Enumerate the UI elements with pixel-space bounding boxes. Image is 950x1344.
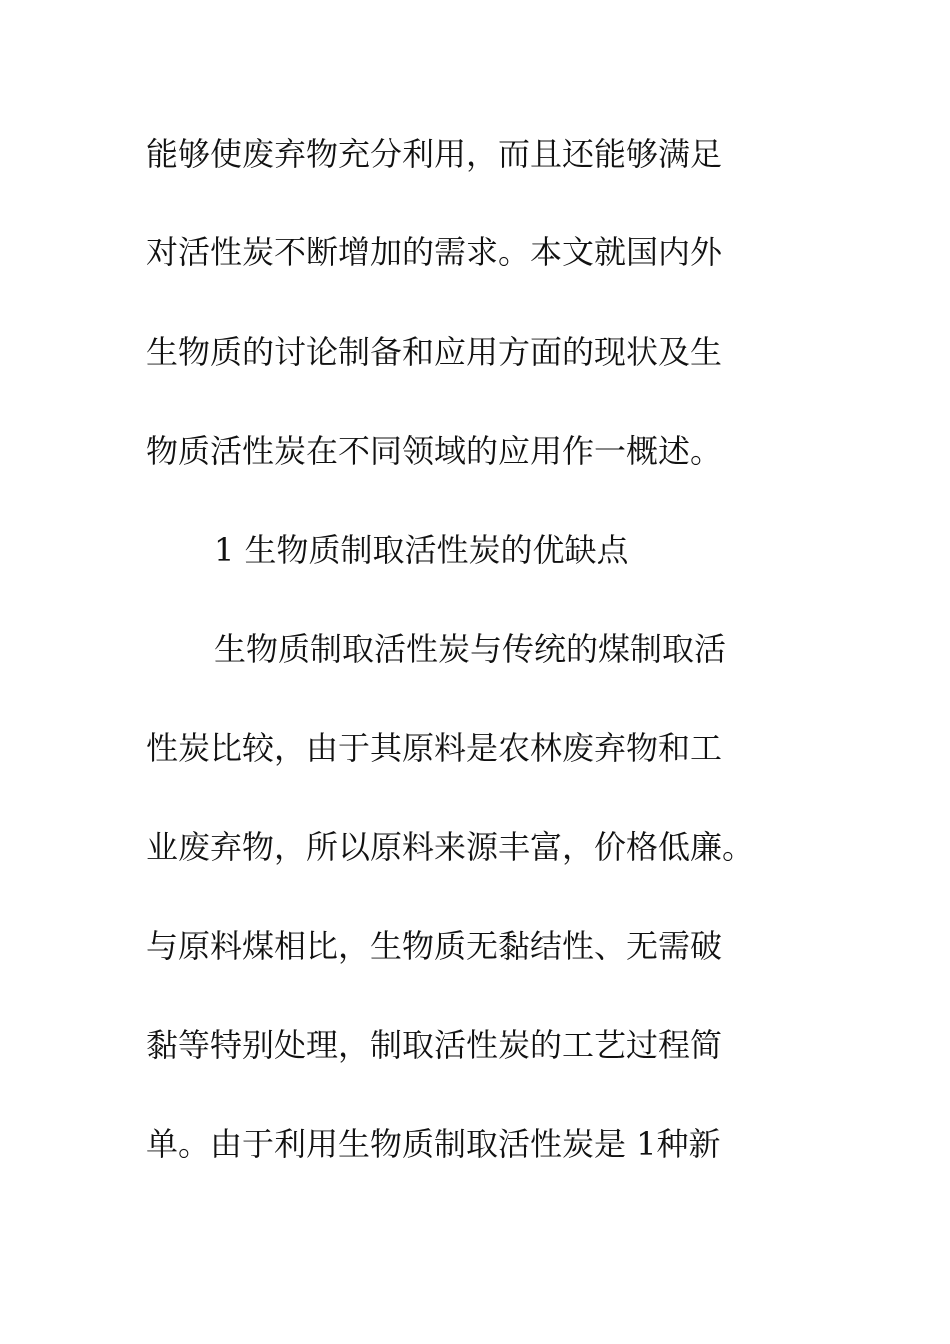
text-line-3: 生物质的讨论制备和应用方面的现状及生 [146, 333, 723, 371]
text-line-11: 单。由于利用生物质制取活性炭是 1种新 [146, 1125, 721, 1163]
paragraph-first-line: 生物质制取活性炭与传统的煤制取活 [214, 630, 727, 668]
section-heading: 1 生物质制取活性炭的优缺点 [214, 531, 629, 569]
text-line-9: 与原料煤相比，生物质无黏结性、无需破 [146, 927, 723, 965]
text-line-4: 物质活性炭在不同领域的应用作一概述。 [146, 432, 723, 470]
text-line-2: 对活性炭不断增加的需求。本文就国内外 [146, 233, 723, 271]
text-line-7: 性炭比较，由于其原料是农林废弃物和工 [146, 729, 723, 767]
text-line-8: 业废弃物，所以原料来源丰富，价格低廉。 [146, 828, 755, 866]
text-line-10: 黏等特别处理，制取活性炭的工艺过程简 [146, 1026, 723, 1064]
text-line-1: 能够使废弃物充分利用，而且还能够满足 [146, 135, 723, 173]
